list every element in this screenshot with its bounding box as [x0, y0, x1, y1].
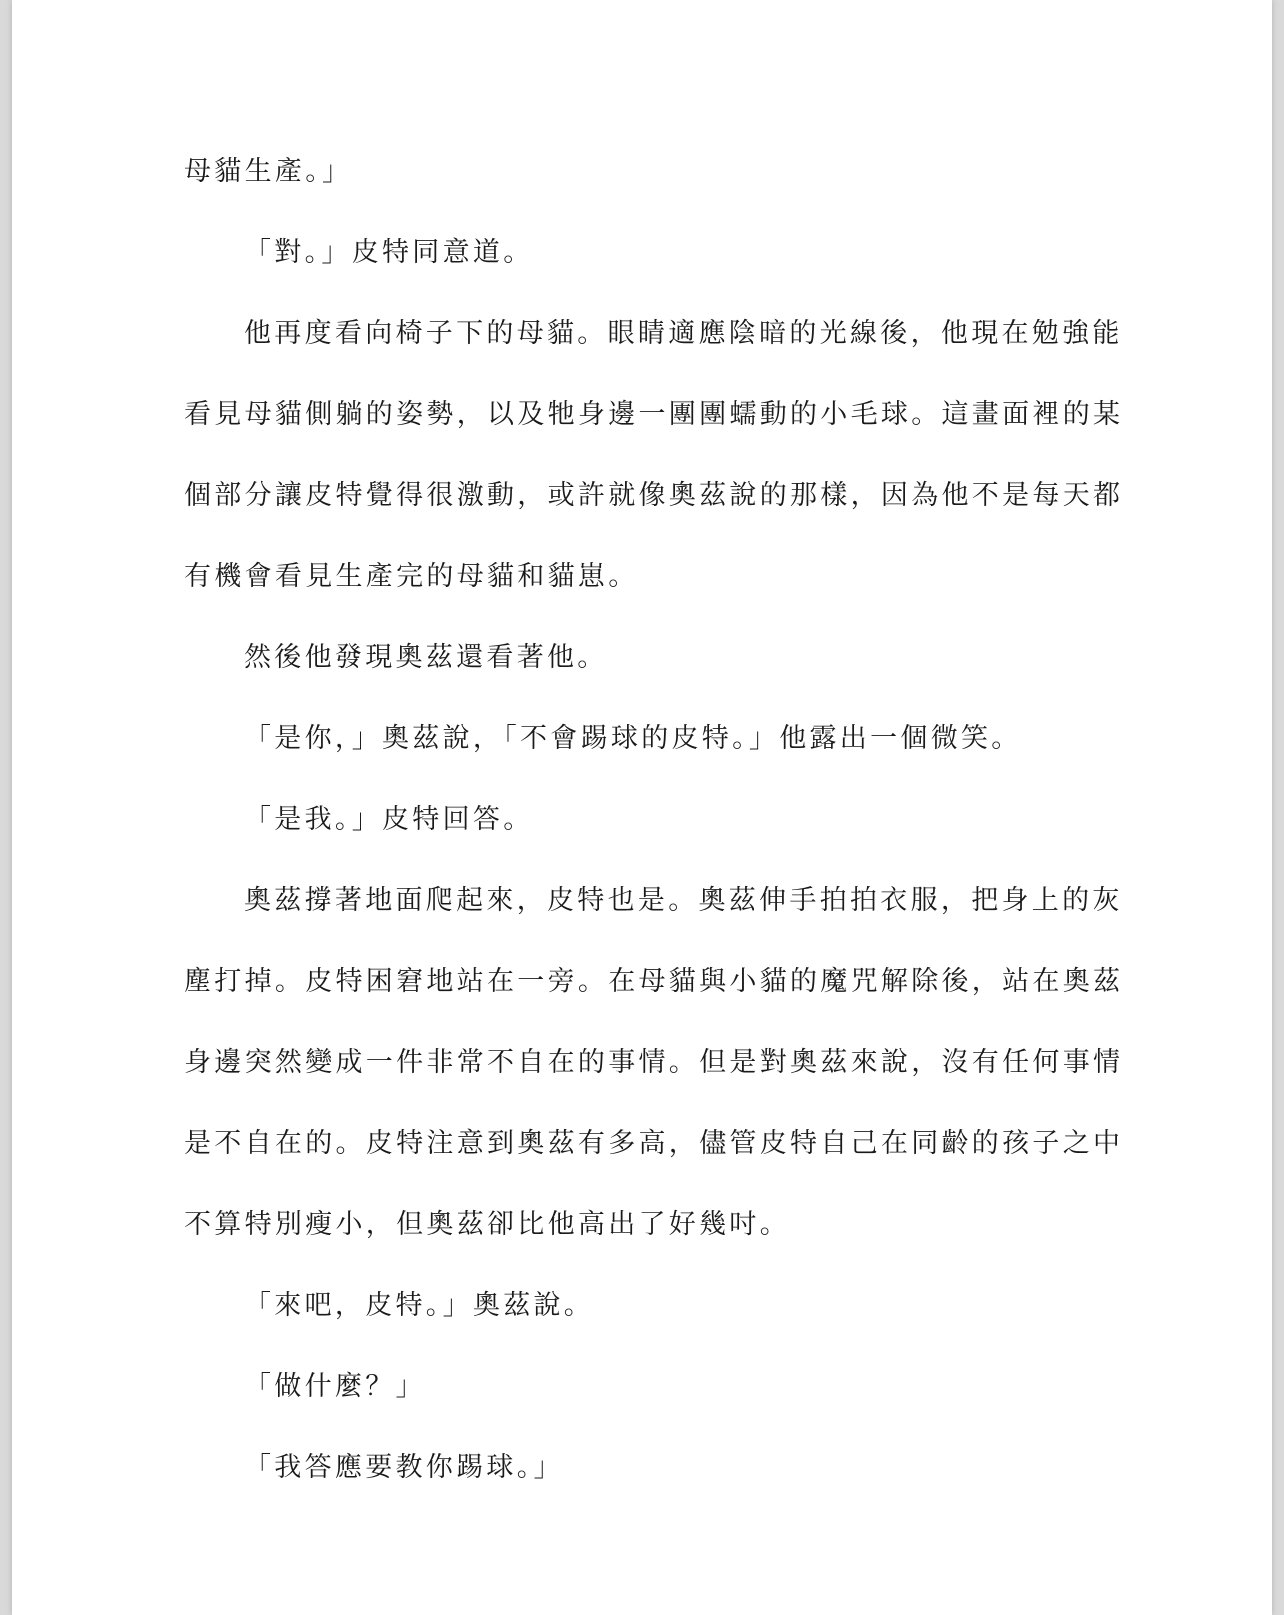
text-line: 「是你，」奧茲說，「不會踢球的皮特。」他露出一個微笑。: [244, 723, 1022, 754]
text-line: 有機會看見生產完的母貓和貓崽。: [184, 561, 639, 592]
text-line: 是不自在的。皮特注意到奧茲有多高，儘管皮特自己在同齡的孩子之中: [184, 1128, 1124, 1159]
text-line: 塵打掉。皮特困窘地站在一旁。在母貓與小貓的魔咒解除後，站在奧茲: [184, 966, 1124, 997]
document-body: [184, 152, 1124, 1529]
text-line: 不算特別瘦小，但奧茲卻比他高出了好幾吋。: [184, 1209, 790, 1240]
text-line: 身邊突然變成一件非常不自在的事情。但是對奧茲來說，沒有任何事情: [184, 1047, 1124, 1078]
text-line: 「做什麼？」: [244, 1371, 426, 1402]
text-line: 「是我。」皮特回答。: [244, 804, 534, 835]
document-page: [12, 0, 1272, 1615]
text-line: 「我答應要教你踢球。」: [244, 1452, 564, 1483]
text-line: 個部分讓皮特覺得很激動，或許就像奧茲說的那樣，因為他不是每天都: [184, 480, 1124, 511]
text-line: 看見母貓側躺的姿勢，以及牠身邊一團團蠕動的小毛球。這畫面裡的某: [184, 399, 1124, 430]
text-line: 「對。」皮特同意道。: [244, 237, 534, 268]
text-line: 然後他發現奧茲還看著他。: [244, 642, 608, 673]
text-line: 「來吧，皮特。」奧茲說。: [244, 1290, 595, 1321]
text-line: 奧茲撐著地面爬起來，皮特也是。奧茲伸手拍拍衣服，把身上的灰: [244, 885, 1123, 916]
text-line: 他再度看向椅子下的母貓。眼睛適應陰暗的光線後，他現在勉強能: [244, 318, 1123, 349]
text-line: 母貓生產。」: [184, 156, 353, 187]
